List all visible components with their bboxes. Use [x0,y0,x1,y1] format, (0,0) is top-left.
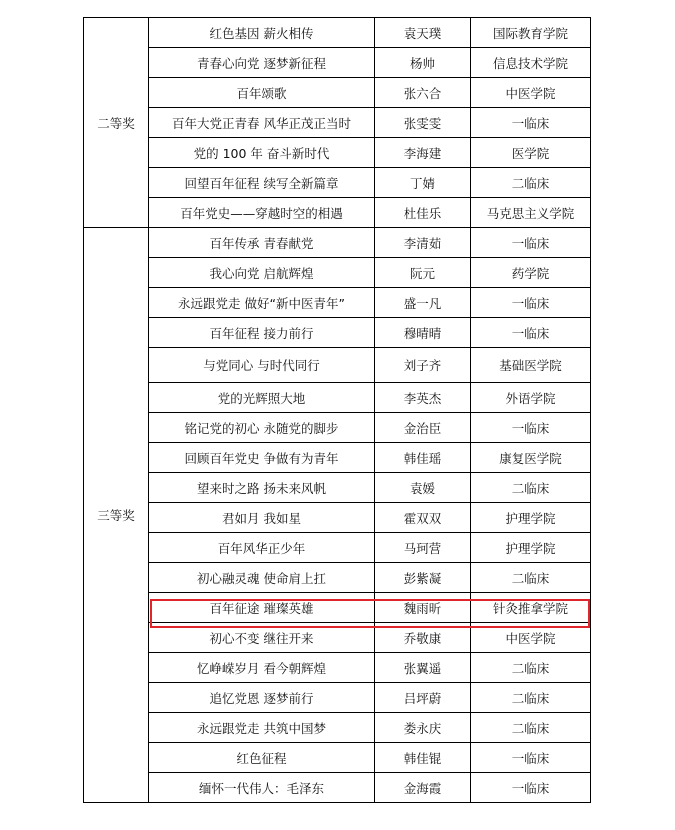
name-cell: 张六合 [375,78,471,108]
name-cell: 韩佳锟 [375,743,471,773]
table-row [84,108,591,138]
college-cell: 国际教育学院 [471,18,591,48]
college-cell: 一临床 [471,108,591,138]
name-cell: 彭紫凝 [375,563,471,593]
title-cell: 永远跟党走 共筑中国梦 [149,713,375,743]
table-row [84,713,591,743]
table-row [84,773,591,803]
title-cell: 缅怀一代伟人：毛泽东 [149,773,375,803]
title-cell: 我心向党 启航辉煌 [149,258,375,288]
name-cell: 李海建 [375,138,471,168]
college-cell: 药学院 [471,258,591,288]
title-cell: 忆峥嵘岁月 看今朝辉煌 [149,653,375,683]
title-cell: 望来时之路 扬未来风帆 [149,473,375,503]
name-cell: 盛一凡 [375,288,471,318]
college-cell: 医学院 [471,138,591,168]
table-row [84,383,591,413]
name-cell: 张翼遥 [375,653,471,683]
title-cell: 百年征途 璀璨英雄 [149,593,375,623]
title-cell: 铭记党的初心 永随党的脚步 [149,413,375,443]
table-row [84,443,591,473]
title-cell: 百年颂歌 [149,78,375,108]
college-cell: 马克思主义学院 [471,198,591,228]
college-cell: 二临床 [471,168,591,198]
awards-table-body [84,18,591,803]
college-cell: 一临床 [471,413,591,443]
table-row [84,198,591,228]
award-level-cell: 三等奖 [84,228,149,803]
college-cell: 基础医学院 [471,348,591,383]
awards-table [83,17,591,803]
college-cell: 一临床 [471,228,591,258]
table-row [84,473,591,503]
name-cell: 杜佳乐 [375,198,471,228]
name-cell: 袁媛 [375,473,471,503]
college-cell: 护理学院 [471,503,591,533]
name-cell: 金治臣 [375,413,471,443]
name-cell: 吕坪蔚 [375,683,471,713]
title-cell: 与党同心 与时代同行 [149,348,375,383]
table-row [84,258,591,288]
table-row [84,503,591,533]
title-cell: 初心不变 继往开来 [149,623,375,653]
college-cell: 中医学院 [471,78,591,108]
college-cell: 护理学院 [471,533,591,563]
table-row [84,653,591,683]
table-row [84,593,591,623]
college-cell: 针灸推拿学院 [471,593,591,623]
table-row [84,563,591,593]
name-cell: 娄永庆 [375,713,471,743]
name-cell: 李清茹 [375,228,471,258]
table-row [84,168,591,198]
college-cell: 一临床 [471,318,591,348]
table-row [84,318,591,348]
table-row [84,683,591,713]
name-cell: 金海霞 [375,773,471,803]
name-cell: 丁婧 [375,168,471,198]
name-cell: 李英杰 [375,383,471,413]
college-cell: 外语学院 [471,383,591,413]
name-cell: 韩佳瑶 [375,443,471,473]
title-cell: 回望百年征程 续写全新篇章 [149,168,375,198]
name-cell: 魏雨昕 [375,593,471,623]
title-cell: 党的光辉照大地 [149,383,375,413]
name-cell: 刘子齐 [375,348,471,383]
title-cell: 初心融灵魂 使命肩上扛 [149,563,375,593]
college-cell: 二临床 [471,473,591,503]
table-row [84,138,591,168]
college-cell: 一临床 [471,288,591,318]
title-cell: 君如月 我如星 [149,503,375,533]
title-cell: 百年大党正青春 风华正茂正当时 [149,108,375,138]
name-cell: 张雯雯 [375,108,471,138]
table-row [84,743,591,773]
table-row [84,18,591,48]
table-row [84,413,591,443]
award-level-cell: 二等奖 [84,18,149,228]
title-cell: 百年传承 青春献党 [149,228,375,258]
name-cell: 乔敬康 [375,623,471,653]
college-cell: 一临床 [471,773,591,803]
table-row [84,228,591,258]
title-cell: 百年党史——穿越时空的相遇 [149,198,375,228]
title-cell: 追忆党恩 逐梦前行 [149,683,375,713]
college-cell: 二临床 [471,563,591,593]
college-cell: 信息技术学院 [471,48,591,78]
title-cell: 党的 100 年 奋斗新时代 [149,138,375,168]
college-cell: 一临床 [471,743,591,773]
college-cell: 二临床 [471,713,591,743]
college-cell: 二临床 [471,683,591,713]
table-row [84,288,591,318]
table-row [84,48,591,78]
name-cell: 穆晴晴 [375,318,471,348]
college-cell: 康复医学院 [471,443,591,473]
table-row [84,78,591,108]
name-cell: 马珂营 [375,533,471,563]
college-cell: 中医学院 [471,623,591,653]
name-cell: 袁天璞 [375,18,471,48]
title-cell: 青春心向党 逐梦新征程 [149,48,375,78]
table-row [84,623,591,653]
name-cell: 霍双双 [375,503,471,533]
title-cell: 红色基因 薪火相传 [149,18,375,48]
college-cell: 二临床 [471,653,591,683]
name-cell: 杨帅 [375,48,471,78]
title-cell: 百年征程 接力前行 [149,318,375,348]
table-row [84,533,591,563]
table-row [84,348,591,383]
title-cell: 红色征程 [149,743,375,773]
title-cell: 永远跟党走 做好“新中医青年” [149,288,375,318]
title-cell: 回顾百年党史 争做有为青年 [149,443,375,473]
name-cell: 阮元 [375,258,471,288]
title-cell: 百年风华正少年 [149,533,375,563]
